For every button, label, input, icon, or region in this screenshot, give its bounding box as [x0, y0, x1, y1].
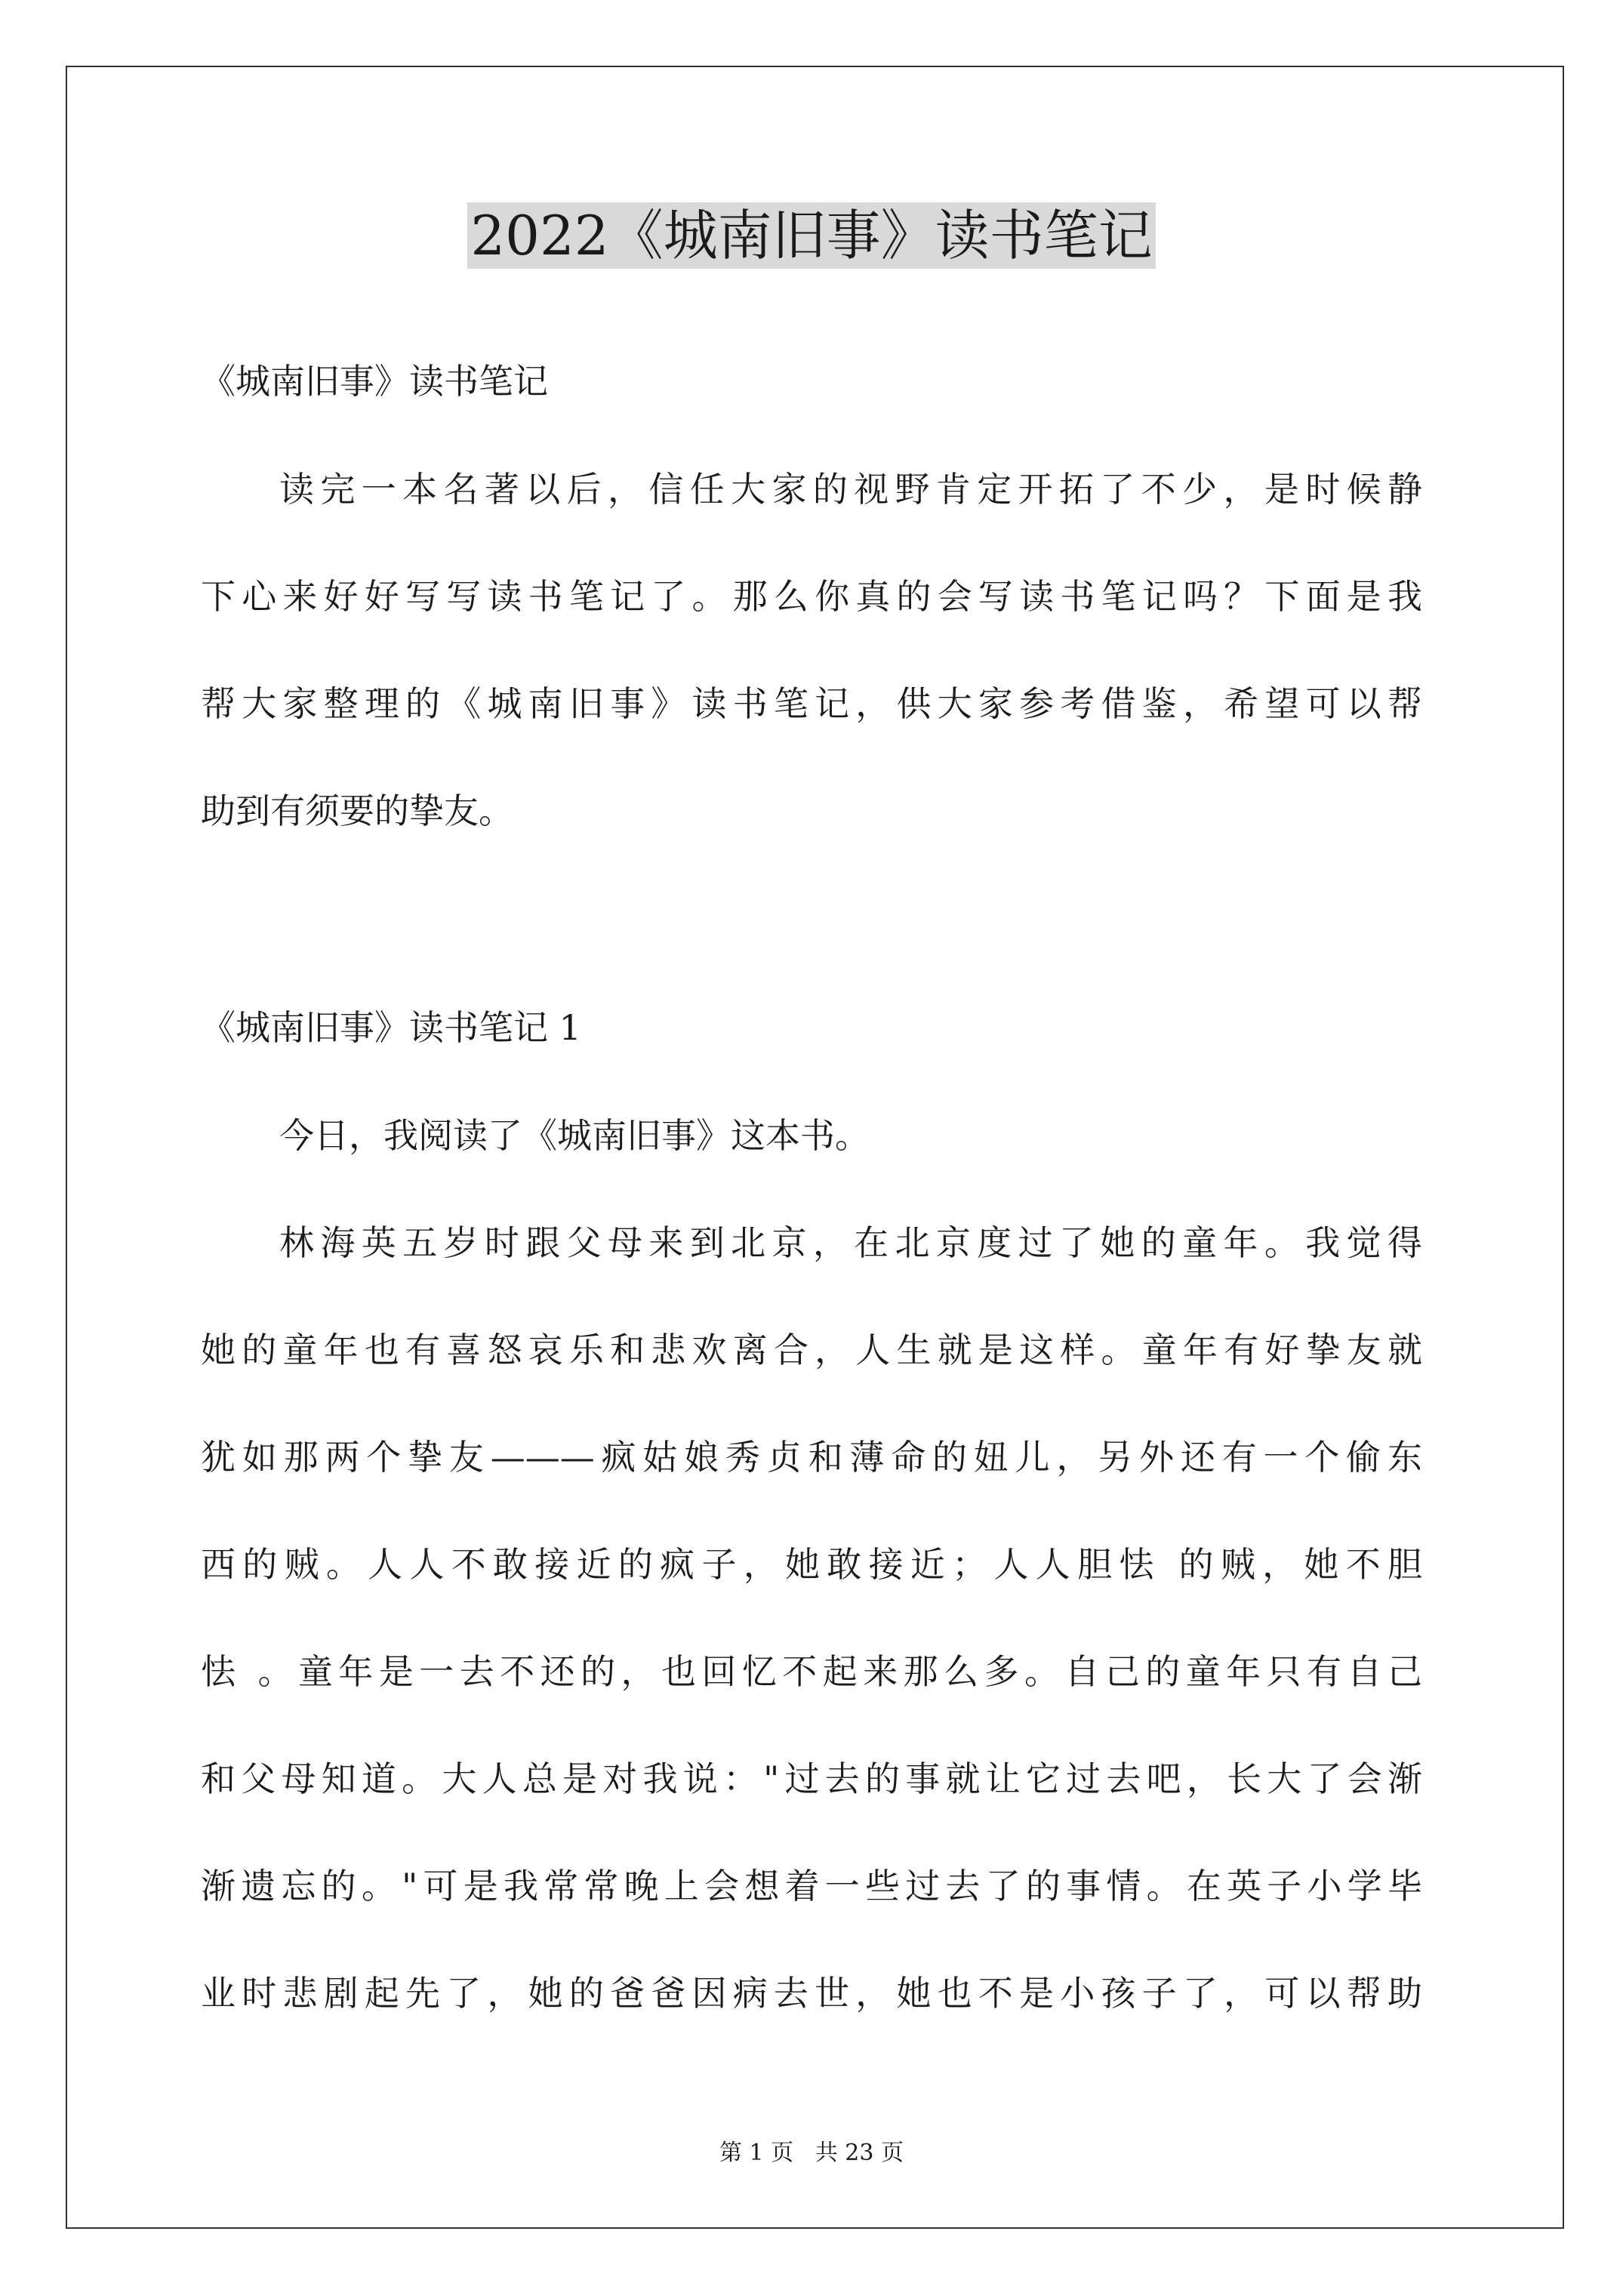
paragraph-line: 今日，我阅读了《城南旧事》这本书。: [279, 1115, 870, 1156]
intro-line: 帮大家整理的《城南旧事》读书笔记，供大家参考借鉴，希望可以帮: [201, 683, 1422, 724]
paragraph-line: 她的童年也有喜怒哀乐和悲欢离合，人生就是这样。童年有好挚友就: [201, 1330, 1422, 1370]
paragraph-line: 西的贼。人人不敢接近的疯子，她敢接近；人人胆怯 的贼，她不胆: [201, 1544, 1422, 1585]
document-title-text: 2022《城南旧事》读书笔记: [467, 202, 1155, 269]
intro-heading: 《城南旧事》读书笔记: [201, 361, 548, 402]
paragraph-line: 业时悲剧起先了，她的爸爸因病去世，她也不是小孩子了，可以帮助: [201, 1973, 1422, 2014]
section-heading: 《城南旧事》读书笔记 1: [201, 1007, 581, 1048]
paragraph-line: 犹如那两个挚友———疯姑娘秀贞和薄命的妞儿，另外还有一个偷东: [201, 1437, 1422, 1478]
paragraph-line: 渐遗忘的。"可是我常常晚上会想着一些过去了的事情。在英子小学毕: [201, 1866, 1422, 1906]
document-title: [0, 198, 1623, 273]
paragraph-line: 林海英五岁时跟父母来到北京，在北京度过了她的童年。我觉得: [279, 1222, 1422, 1263]
intro-line: 下心来好好写写读书笔记了。那么你真的会写读书笔记吗？下面是我: [201, 576, 1422, 617]
paragraph-line: 怯 。童年是一去不还的，也回忆不起来那么多。自己的童年只有自己: [201, 1651, 1422, 1692]
intro-line: 助到有须要的挚友。: [201, 791, 513, 831]
intro-line: 读完一本名著以后，信任大家的视野肯定开拓了不少，是时候静: [279, 469, 1422, 510]
page-number-footer: 第 1 页 共 23 页: [719, 2140, 904, 2166]
paragraph-line: 和父母知道。大人总是对我说："过去的事就让它过去吧，长大了会渐: [201, 1758, 1422, 1799]
